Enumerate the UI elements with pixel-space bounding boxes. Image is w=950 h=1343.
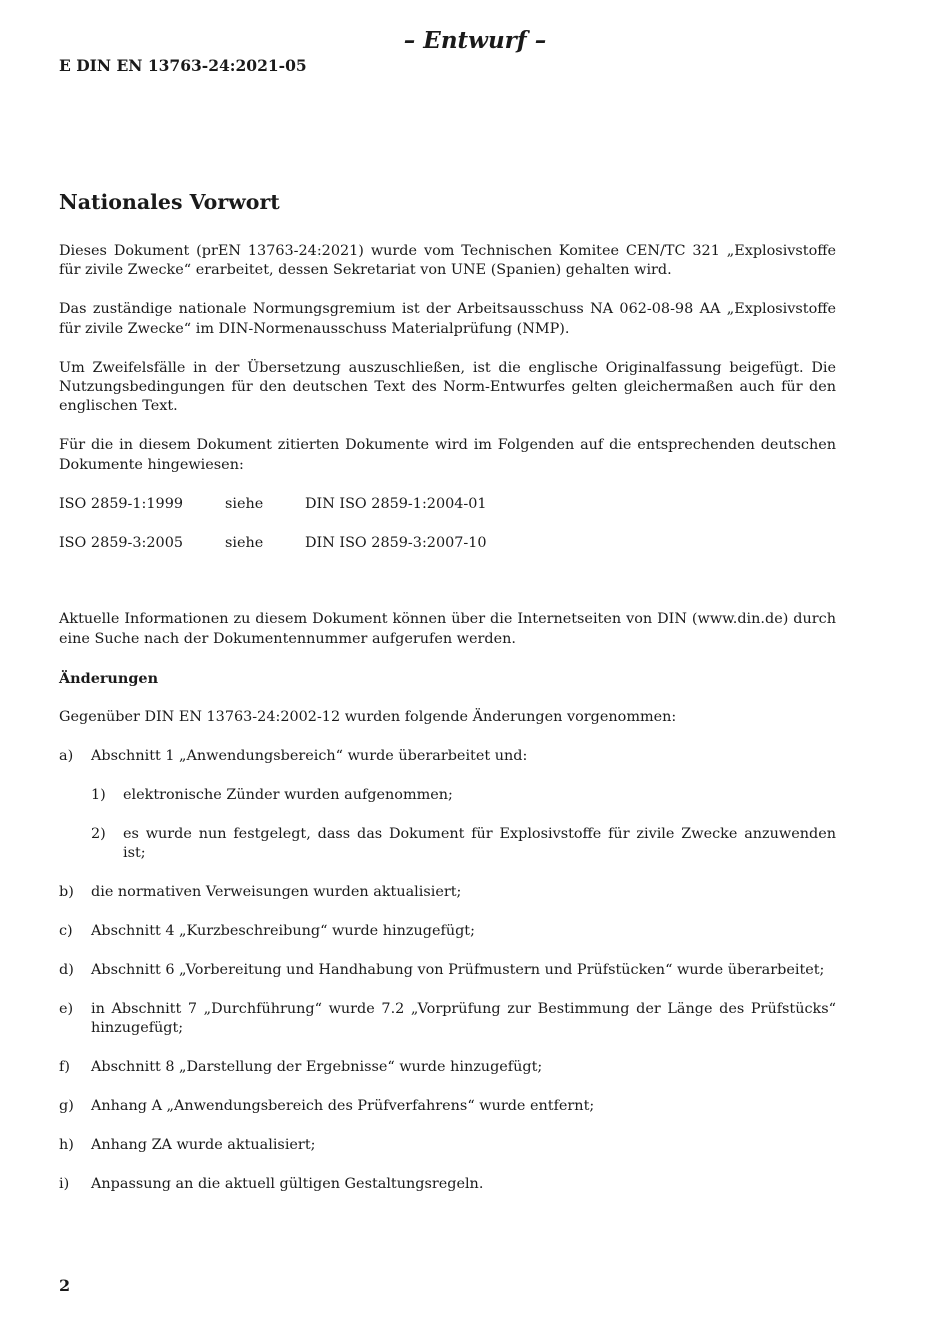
list-item	[59, 1175, 836, 1194]
reference-relation: siehe	[225, 495, 264, 512]
document-id: E DIN EN 13763-24:2021-05	[59, 56, 307, 75]
list-marker: d)	[59, 962, 74, 979]
list-item	[59, 922, 836, 941]
paragraph: Das zuständige nationale Normungsgremium ist der Arbeitsausschuss NA 062-08-98 AA „Explosivstoffe für zivile Zwecke“ im DIN-Normenausschuss Materialprüfung (NMP).	[59, 301, 836, 337]
draft-mark: – Entwurf –	[403, 27, 547, 54]
list-text: Abschnitt 8 „Darstellung der Ergebnisse“ wurde hinzugefügt;	[91, 1059, 543, 1076]
reference-source: ISO 2859-1:1999	[59, 495, 184, 512]
list-item	[59, 1097, 836, 1116]
reference-target: DIN ISO 2859-1:2004-01	[305, 495, 487, 512]
list-marker: b)	[59, 884, 74, 901]
list-marker: g)	[59, 1098, 74, 1115]
list-marker: i)	[59, 1175, 70, 1192]
paragraph: Um Zweifelsfälle in der Übersetzung auszuschließen, ist die englische Originalfassung beigefügt. Die Nutzungsbedingungen für den deutschen Text des Norm-Entwurfes gelten gleichermaßen auch für den englischen Text.	[59, 359, 836, 415]
list-marker: a)	[59, 748, 74, 765]
changes-intro: Gegenüber DIN EN 13763-24:2002-12 wurden folgende Änderungen vorgenommen:	[59, 709, 677, 726]
list-item	[59, 883, 836, 902]
list-item	[59, 1136, 836, 1155]
reference-source: ISO 2859-3:2005	[59, 534, 184, 551]
paragraph: Dieses Dokument (prEN 13763-24:2021) wurde vom Technischen Komitee CEN/TC 321 „Explosivstoffe für zivile Zwecke“ erarbeitet, dessen Sekretariat von UNE (Spanien) gehalten wird.	[59, 243, 836, 279]
document-body	[59, 188, 836, 1214]
list-text: elektronische Zünder wurden aufgenommen;	[123, 787, 453, 803]
list-marker: c)	[59, 923, 73, 940]
list-text: Anpassung an die aktuell gültigen Gestaltungsregeln.	[91, 1175, 484, 1192]
list-text: in Abschnitt 7 „Durchführung“ wurde 7.2 „Vorprüfung zur Bestimmung der Länge des Prüfstücks“ hinzugefügt;	[91, 1000, 836, 1037]
list-marker: 1)	[91, 787, 106, 803]
reference-row	[59, 495, 487, 534]
sub-list-item	[91, 786, 836, 805]
page-number: 2	[59, 1276, 71, 1295]
list-text: Abschnitt 6 „Vorbereitung und Handhabung von Prüfmustern und Prüfstücken“ wurde überarbeitet;	[91, 962, 825, 979]
section-heading-changes: Änderungen	[59, 669, 159, 687]
reference-target: DIN ISO 2859-3:2007-10	[305, 534, 487, 551]
list-item	[59, 1058, 836, 1077]
reference-row	[59, 534, 487, 573]
list-marker: f)	[59, 1059, 70, 1076]
reference-relation: siehe	[225, 534, 264, 551]
list-text: die normativen Verweisungen wurden aktualisiert;	[91, 884, 462, 901]
list-marker: 2)	[91, 825, 106, 842]
list-marker: h)	[59, 1137, 74, 1154]
sub-list-item	[91, 825, 836, 864]
list-marker: e)	[59, 1000, 74, 1017]
paragraph: Für die in diesem Dokument zitierten Dokumente wird im Folgenden auf die entsprechenden deutschen Dokumente hingewiesen:	[59, 437, 836, 473]
reference-table	[59, 495, 487, 573]
list-item	[59, 1000, 836, 1039]
list-item	[59, 747, 836, 766]
info-paragraph: Aktuelle Informationen zu diesem Dokument können über die Internetseiten von DIN (www.din.de) durch eine Suche nach der Dokumentennummer aufgerufen werden.	[59, 611, 836, 647]
list-text: Abschnitt 1 „Anwendungsbereich“ wurde überarbeitet und:	[91, 748, 528, 765]
list-text: Abschnitt 4 „Kurzbeschreibung“ wurde hinzugefügt;	[91, 923, 475, 940]
list-text: Anhang A „Anwendungsbereich des Prüfverfahrens“ wurde entfernt;	[91, 1098, 595, 1115]
list-item	[59, 961, 836, 980]
page-title: Nationales Vorwort	[59, 190, 280, 214]
list-text: Anhang ZA wurde aktualisiert;	[91, 1137, 316, 1154]
list-text: es wurde nun festgelegt, dass das Dokument für Explosivstoffe für zivile Zwecke anzuwenden ist;	[123, 825, 836, 862]
